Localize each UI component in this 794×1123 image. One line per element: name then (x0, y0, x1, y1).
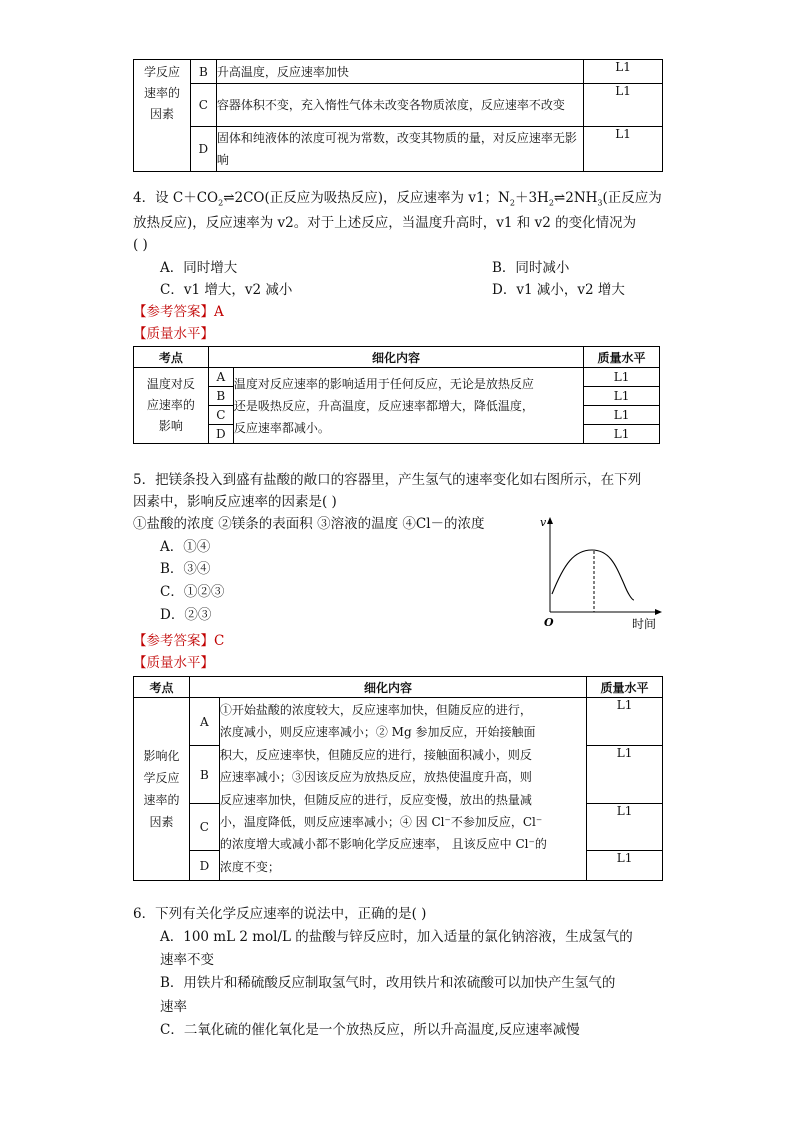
y-axis-label: v (540, 516, 547, 529)
answer-label: 【参考答案】 (133, 304, 214, 320)
q4-answer (133, 301, 224, 323)
letter-cell: B (208, 387, 233, 406)
q6-option-b-line1: B．用铁片和稀硫酸反应制取氢气时，改用铁片和浓硫酸可以加快产生氢气的 (160, 975, 616, 991)
q4-text: (正反应为 (602, 190, 662, 206)
level-cell: L1 (584, 127, 663, 172)
topic-cell (134, 698, 190, 881)
level-cell: L1 (584, 368, 660, 387)
q4-text: ⇌2CO(正反应为吸热反应)，反应速率为 v1；N (223, 190, 510, 206)
q6-option-c-line1: C．二氧化硫的催化氧化是一个放热反应，所以升高温度,反应速率减慢 (160, 1022, 580, 1038)
topic-cell (134, 368, 209, 444)
q4-option-d: D．v1 减小，v2 增大 (492, 282, 625, 298)
content-line: 的浓度增大或减小都不影响化学反应速率， 且该反应中 Cl⁻的 (219, 837, 547, 852)
level-cell: L1 (587, 804, 663, 851)
q4-stem-line1 (133, 187, 662, 215)
q6-option-a-line1: A．100 mL 2 mol/L 的盐酸与锌反应时，加入适量的氯化钠溶液，生成氢气的 (160, 929, 633, 945)
content-line: 小，温度降低，则反应速率减小；④ 因 Cl⁻不参加反应，Cl⁻ (219, 815, 543, 830)
x-axis-label: 时间 (632, 617, 657, 631)
content-cell: 升高温度，反应速率加快 (216, 60, 583, 84)
q4-text: 4．设 C＋CO (133, 190, 219, 206)
letter-cell: C (190, 84, 216, 127)
q5-option-b: B．③④ (160, 561, 211, 577)
letter-cell: B (189, 746, 219, 804)
topic-line: 因素 (149, 815, 174, 829)
q5-answer (133, 630, 224, 652)
topic-line: 学反应 (143, 771, 180, 785)
topic-line: 影响 (158, 419, 183, 433)
topic-line: 速率的 (143, 86, 180, 100)
q6-option-b-line2: 速率 (160, 999, 187, 1015)
letter-cell: A (208, 368, 233, 387)
level-cell: L1 (587, 851, 663, 881)
level-cell: L1 (587, 698, 663, 746)
q5-factors: ①盐酸的浓度 ②镁条的表面积 ③溶液的温度 ④Cl－的浓度 (133, 516, 485, 532)
header-content: 细化内容 (208, 347, 583, 368)
subscript: 2 (218, 198, 224, 208)
q4-option-a: A．同时增大 (160, 260, 238, 276)
q5-stem-line2: 因素中，影响反应速率的因素是( ) (133, 494, 337, 510)
answer-label: 【参考答案】 (133, 633, 214, 649)
header-level: 质量水平 (584, 347, 660, 368)
answer-value: C (214, 633, 225, 649)
x-axis-arrow (655, 609, 662, 615)
content-line: 浓度不变； (219, 859, 280, 874)
content-line: 温度对反应速率的影响适用于任何反应，无论是放热反应 (233, 376, 534, 391)
letter-cell: D (190, 127, 216, 172)
letter-cell: D (208, 425, 233, 444)
subscript: 3 (597, 198, 603, 208)
header-level: 质量水平 (587, 677, 663, 698)
level-cell: L1 (587, 746, 663, 804)
level-cell: L1 (584, 84, 663, 127)
table-top (133, 59, 663, 172)
subscript: 2 (548, 198, 554, 208)
content-line: 积大，反应速率快，但随反应的进行，接触面积减小，则反 (219, 747, 532, 762)
q5-option-a: A．①④ (160, 539, 211, 555)
table-q5 (133, 676, 663, 881)
content-line: ①开始盐酸的浓度较大，反应速率加快，但随反应的进行， (219, 703, 532, 717)
q4-paren: ( ) (133, 237, 148, 253)
content-cell: 容器体积不变，充入惰性气体未改变各物质浓度，反应速率不改变 (216, 84, 583, 127)
level-cell: L1 (584, 387, 660, 406)
q4-text: ＋3H (514, 190, 549, 206)
q5-quality-label: 【质量水平】 (133, 655, 214, 671)
letter-cell: D (189, 851, 219, 881)
q4-option-b: B．同时减小 (492, 260, 570, 276)
level-cell: L1 (584, 406, 660, 425)
topic-line: 学反应 (143, 65, 180, 79)
q6-option-a-line2: 速率不变 (160, 952, 214, 968)
rate-curve (552, 550, 634, 600)
topic-line: 速率的 (143, 793, 180, 807)
q4-option-c: C．v1 增大，v2 减小 (160, 282, 293, 298)
content-cell (219, 698, 586, 881)
origin-label: O (544, 616, 554, 629)
letter-cell: C (208, 406, 233, 425)
subscript: 2 (509, 198, 515, 208)
q5-stem-line1: 5．把镁条投入到盛有盐酸的敞口的容器里，产生氢气的速率变化如右图所示，在下列 (133, 472, 642, 488)
q4-stem-line2: 放热反应)，反应速率为 v2。对于上述反应，当温度升高时，v1 和 v2 的变化情况为 (133, 215, 637, 231)
level-cell: L1 (584, 425, 660, 444)
q4-quality-label: 【质量水平】 (133, 326, 214, 342)
letter-cell: B (190, 60, 216, 84)
level-cell: L1 (584, 60, 663, 84)
header-topic: 考点 (134, 677, 190, 698)
header-topic: 考点 (134, 347, 209, 368)
topic-line: 影响化 (143, 749, 180, 763)
q5-option-d: D．②③ (160, 607, 212, 623)
rate-time-graph (534, 514, 664, 634)
content-line: 浓度减小，则反应速率减小；② Mg 参加反应，开始接触面 (219, 725, 536, 740)
topic-cell (134, 60, 191, 172)
table-q4 (133, 346, 660, 444)
header-content: 细化内容 (189, 677, 586, 698)
q4-text: ⇌2NH (553, 190, 598, 206)
content-line: 反应速率都减小。 (233, 420, 330, 435)
content-line: 反应速率加快，但随反应的进行，反应变慢，放出的热量减 (219, 792, 532, 807)
content-line: 还是吸热反应，升高温度，反应速率都增大，降低温度， (233, 398, 534, 413)
content-cell (233, 368, 583, 444)
topic-line: 温度对反 (146, 377, 195, 391)
content-line: 应速率减小；③因该反应为放热反应，放热使温度升高，则 (219, 770, 532, 785)
letter-cell: A (189, 698, 219, 746)
q6-stem: 6．下列有关化学反应速率的说法中，正确的是( ) (133, 906, 427, 922)
q5-option-c: C．①②③ (160, 584, 225, 600)
letter-cell: C (189, 804, 219, 851)
answer-value: A (214, 304, 224, 320)
y-axis-arrow (547, 517, 553, 524)
topic-line: 因素 (149, 107, 174, 121)
content-cell: 固体和纯液体的浓度可视为常数，改变其物质的量，对反应速率无影响 (216, 127, 583, 172)
topic-line: 应速率的 (146, 398, 195, 412)
